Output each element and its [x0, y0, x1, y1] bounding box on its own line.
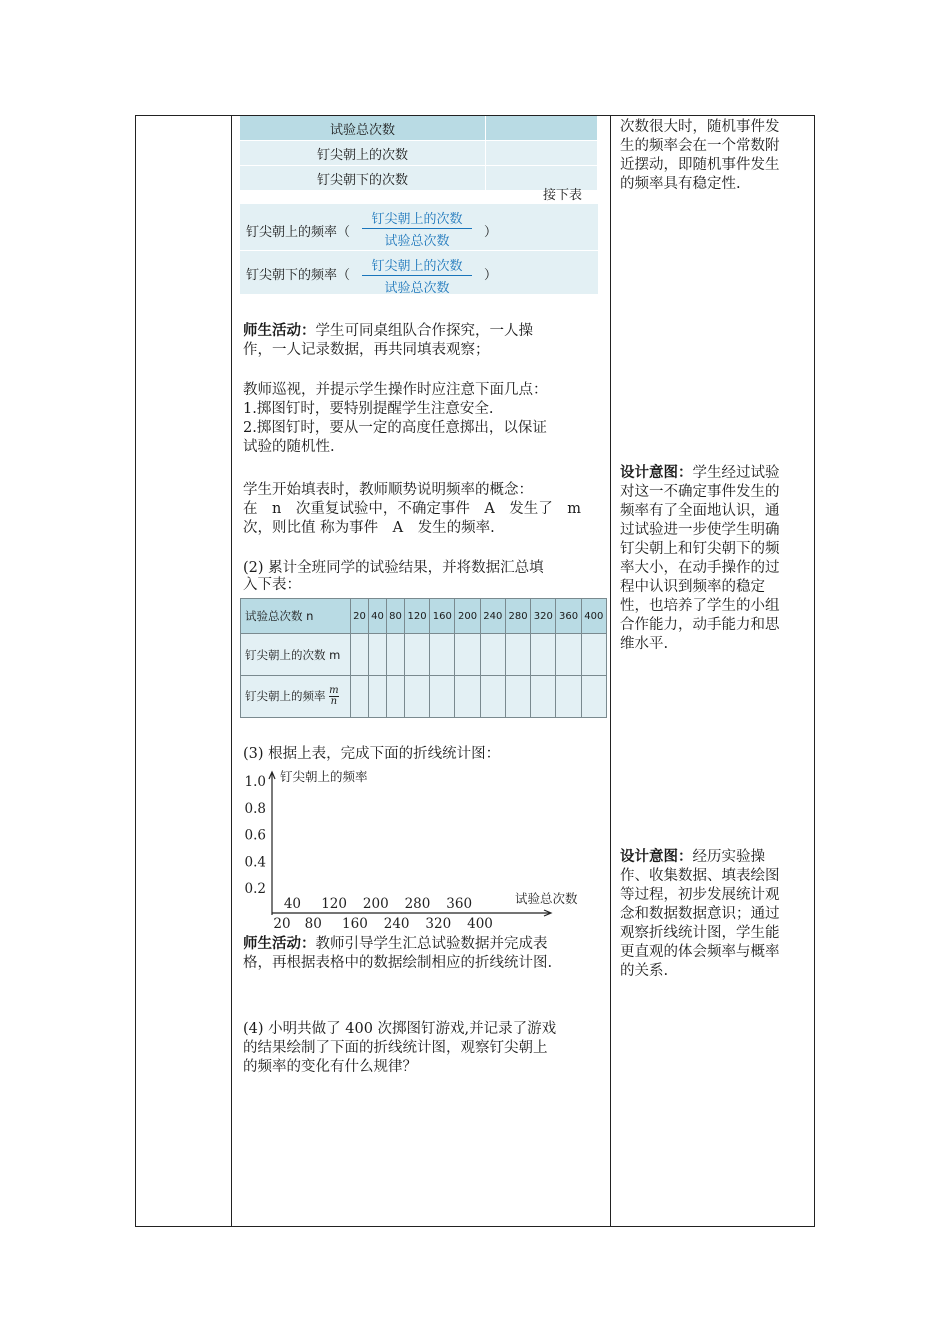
column-divider-right	[610, 115, 611, 1227]
design1_lines-line: 程中认识到频率的稳定	[620, 579, 765, 595]
x-tick-label-upper: 360	[446, 896, 473, 912]
frequency-formula-box: 钉尖朝上的频率（ 钉尖朝上的次数 试验总次数 ） 钉尖朝下的频率（ 钉尖朝上的次数 试验总次数 ）	[240, 204, 598, 294]
x-tick-label-lower: 80	[304, 916, 322, 932]
row-tip-up-count: 钉尖朝上的次数	[240, 141, 486, 166]
design2_lines-line: 念和数据数据意识；通过	[620, 906, 780, 922]
design2-heading: 设计意图：	[620, 849, 693, 865]
design1_lines-line: 率大小，在动手操作的过	[620, 560, 780, 576]
intro_lines-line: 生的频率会在一个常数附	[620, 138, 780, 154]
design1_lines-line: 性，也培养了学生的小组	[620, 598, 780, 614]
x-tick-label-upper: 120	[321, 896, 347, 912]
design1_lines-line: 钉尖朝上和钉尖朝下的频	[620, 541, 780, 557]
header-total-trials: 试验总次数 n	[241, 599, 351, 634]
frequency-concept-paragraph: 学生开始填表时，教师顺势说明频率的概念： 在 n 次重复试验中，不确定事件 A 发生了 m 次，则比值 称为事件 A 发生的频率.	[243, 482, 582, 536]
table-continued-note: 接下表	[543, 188, 583, 203]
x-tick-label-lower: 160	[342, 916, 368, 932]
step4-paragraph: (4) 小明共做了 400 次掷图钉游戏,并记录了游戏 的结果绘制了下面的折线统计图，观察钉尖朝上 的频率的变化有什么规律？	[243, 1021, 557, 1075]
design-intent-2: 设计意图：经历实验操 作、收集数据、填表绘图 等过程，初步发展统计观 念和数据数据意识；通过 观察折线统计图，学生能 更直观的体会频率与概率 的关系.	[620, 848, 808, 981]
activity1-paragraph: 师生活动：学生可同桌组队合作探究，一人操 作，一人记录数据，再共同填表观察；	[243, 323, 533, 358]
x-axis-label: 试验总次数	[515, 891, 578, 906]
teacher-tips-paragraph: 教师巡视，并提示学生操作时应注意下面几点： 1.掷图钉时，要特别提醒学生注意安全. 2.掷图钉时，要从一定的高度任意掷出，以保证 试验的随机性.	[243, 382, 548, 455]
frequency-line-chart	[240, 765, 578, 935]
design-intent-1: 设计意图：学生经过试验 对这一不确定事件发生的 频率有了全面地认识，通 过试验进一步使学生明确 钉尖朝上和钉尖朝下的频 率大小，在动手操作的过 程中认识到频率的稳定 性，也培养了学生的小组 合作能力，动手能力和思 维水平.	[620, 464, 808, 654]
y-tick-label: 1.0	[244, 774, 266, 791]
activity1-heading: 师生活动：	[243, 323, 316, 339]
design1_lines-line: 合作能力，动手能力和思	[620, 617, 780, 633]
design1_lines-line: 过试验进一步使学生明确	[620, 522, 780, 538]
step2-paragraph: (2) 累计全班同学的试验结果，并将数据汇总填 入下表：	[243, 560, 544, 593]
design2_lines-line: 观察折线统计图，学生能	[620, 925, 780, 941]
y-tick-label: 0.2	[244, 881, 266, 898]
y-axis-label: 钉尖朝上的频率	[280, 769, 368, 784]
x-tick-label-lower: 20	[273, 916, 291, 932]
design1_lines-line: 对这一不确定事件发生的	[620, 484, 780, 500]
x-tick-label-lower: 240	[383, 916, 410, 932]
design1_lines-line: 频率有了全面地认识，通	[620, 503, 780, 519]
intro_lines-line: 近摆动，即随机事件发生	[620, 157, 780, 173]
activity2-paragraph: 师生活动：教师引导学生汇总试验数据并完成表 格，再根据表格中的数据绘制相应的折线统计图.	[243, 936, 553, 971]
right-intro-note	[620, 118, 808, 194]
x-tick-label-upper: 280	[404, 896, 431, 912]
design1-heading: 设计意图：	[620, 465, 693, 481]
y-tick-label: 0.6	[244, 827, 266, 844]
row-total-trials: 试验总次数	[240, 116, 486, 141]
trial-count-table	[240, 116, 597, 191]
x-tick-label-lower: 320	[425, 916, 452, 932]
freq-up-fraction: 钉尖朝上的次数 试验总次数	[362, 208, 472, 249]
design2_lines-line: 等过程，初步发展统计观	[620, 887, 780, 903]
y-tick-label: 0.8	[244, 800, 266, 817]
freq-down-label: 钉尖朝下的频率（	[246, 268, 351, 283]
design1_lines-line: 维水平.	[620, 636, 669, 652]
row-tip-up-count-m: 钉尖朝上的次数 m	[241, 634, 351, 676]
class-results-table: 试验总次数 n 20 40 80 120 160 200 240 280 320 360 400 钉尖朝上的次数 m 钉尖朝上的频率 $\frac{m}{n}$	[240, 598, 607, 718]
x-tick-label-upper: 40	[283, 896, 302, 912]
y-tick-label: 0.4	[244, 854, 266, 871]
activity2-heading: 师生活动：	[243, 936, 316, 952]
intro_lines-line: 的频率具有稳定性.	[620, 176, 741, 192]
design2_lines-line: 作、收集数据、填表绘图	[620, 868, 780, 884]
row-tip-down-count: 钉尖朝下的次数	[240, 166, 486, 191]
x-tick-label-upper: 200	[362, 896, 389, 912]
intro_lines-line: 次数很大时，随机事件发	[620, 119, 780, 135]
freq-up-label: 钉尖朝上的频率（	[246, 225, 351, 240]
design2_lines-line: 的关系.	[620, 963, 669, 979]
step3-paragraph: (3) 根据上表，完成下面的折线统计图：	[243, 746, 501, 762]
column-divider-left	[231, 115, 232, 1227]
x-tick-label-lower: 400	[467, 916, 493, 932]
row-tip-up-frequency: 钉尖朝上的频率 $\frac{m}{n}$	[241, 676, 351, 718]
freq-down-fraction: 钉尖朝上的次数 试验总次数	[362, 255, 472, 296]
design2_lines-line: 更直观的体会频率与概率	[620, 944, 780, 960]
